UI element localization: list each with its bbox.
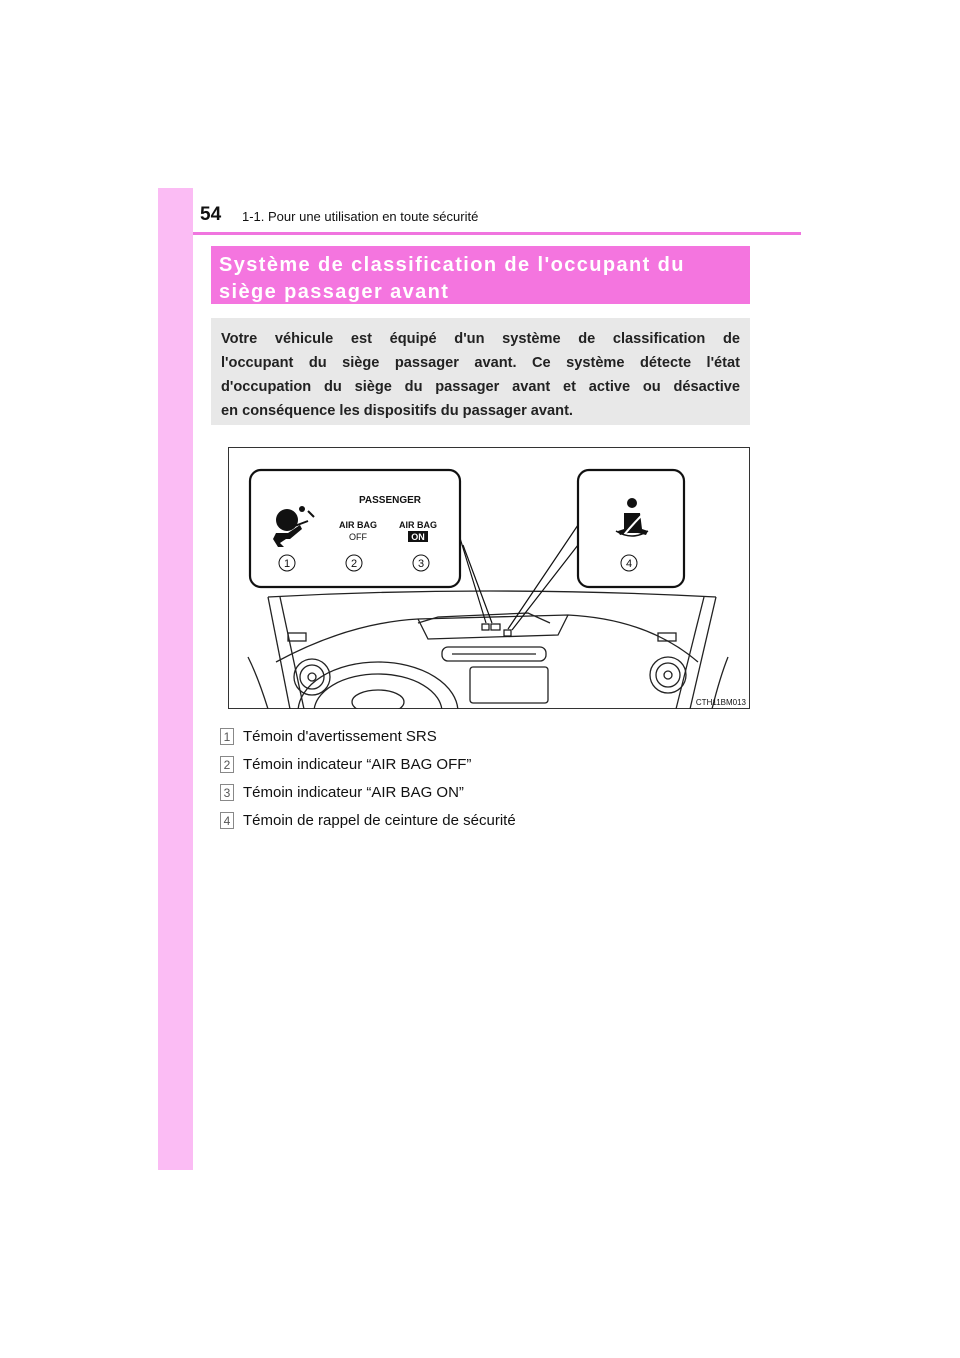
legend-number: 2 — [220, 756, 234, 773]
legend-number: 4 — [220, 812, 234, 829]
legend-text: Témoin de rappel de ceinture de sécurité — [243, 811, 516, 829]
callout-number: 1 — [283, 558, 291, 570]
list-item — [220, 722, 760, 750]
list-item — [220, 778, 760, 806]
passenger-label: PASSENGER — [358, 495, 422, 506]
dashboard-illustration — [228, 447, 750, 709]
legend-list — [220, 722, 760, 834]
header-rule — [193, 232, 801, 235]
figure-code: CTH11BM013 — [695, 698, 746, 707]
legend-text: Témoin indicateur “AIR BAG OFF” — [243, 755, 472, 773]
intro-line: l'occupant du siège passager avant. Ce système détecte l'état — [221, 355, 740, 371]
airbag-off-label-bottom: OFF — [349, 532, 367, 542]
section-title — [211, 246, 750, 304]
list-item — [220, 750, 760, 778]
page-number: 54 — [200, 204, 222, 225]
airbag-on-label-top: AIR BAG — [399, 520, 437, 530]
airbag-on-label-bottom: ON — [411, 532, 425, 542]
intro-box — [211, 318, 750, 425]
callout-number: 4 — [625, 558, 633, 570]
callout-number: 2 — [350, 558, 358, 570]
intro-line: d'occupation du siège du passager avant et active ou désactive — [221, 379, 740, 395]
list-item — [220, 806, 760, 834]
airbag-off-label-top: AIR BAG — [339, 520, 377, 530]
legend-text: Témoin d'avertissement SRS — [243, 727, 437, 745]
intro-line: en conséquence les dispositifs du passager avant. — [221, 403, 573, 419]
intro-line: Votre véhicule est équipé d'un système de classification de — [221, 331, 740, 347]
chapter-title: 1-1. Pour une utilisation en toute sécurité — [242, 209, 479, 224]
side-color-band — [158, 188, 193, 1170]
section-title-line: Système de classification de l'occupant du — [219, 254, 685, 276]
legend-number: 1 — [220, 728, 234, 745]
legend-number: 3 — [220, 784, 234, 801]
callout-number: 3 — [417, 558, 425, 570]
legend-text: Témoin indicateur “AIR BAG ON” — [243, 783, 464, 801]
section-title-line: siège passager avant — [219, 281, 450, 303]
